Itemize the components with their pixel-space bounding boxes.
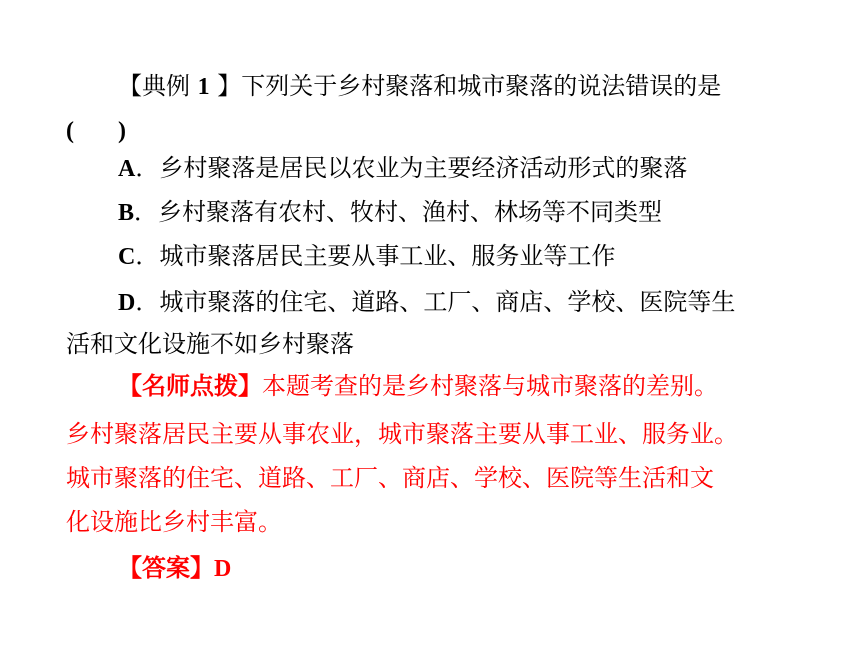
option-separator: ． — [135, 154, 160, 182]
option-separator: ． — [135, 288, 160, 316]
analysis-first-line — [118, 370, 718, 402]
option-letter: B — [118, 200, 135, 226]
paren-open: ( — [66, 118, 74, 144]
stem-prefix: 【典例 — [118, 72, 190, 100]
analysis-text: 化设施比乡村丰富。 — [66, 508, 282, 536]
question-stem — [118, 70, 721, 102]
option-d — [118, 286, 735, 318]
answer-line — [118, 552, 231, 584]
example-number: 1 — [197, 74, 210, 100]
analysis-line — [66, 418, 738, 450]
stem-text: 】下列关于乡村聚落和城市聚落的说法错误的是 — [217, 72, 722, 100]
option-c — [118, 240, 615, 272]
answer-value: D — [214, 556, 232, 582]
option-text: 城市聚落居民主要从事工业、服务业等工作 — [159, 242, 616, 270]
option-b — [118, 196, 662, 228]
analysis-text: 本题考查的是乡村聚落与城市聚落的差别。 — [262, 372, 718, 400]
option-separator: ． — [135, 242, 160, 270]
option-d-continued — [66, 328, 354, 360]
option-text: 乡村聚落是居民以农业为主要经济活动形式的聚落 — [159, 154, 688, 182]
option-letter: A — [118, 156, 136, 182]
option-letter: C — [118, 244, 136, 270]
analysis-line — [66, 462, 714, 494]
analysis-line — [66, 506, 282, 538]
option-text: 乡村聚落有农村、牧村、渔村、林场等不同类型 — [158, 198, 663, 226]
answer-blank — [66, 114, 126, 146]
analysis-text: 乡村聚落居民主要从事农业，城市聚落主要从事工业、服务业。 — [66, 420, 738, 448]
analysis-label: 【名师点拨】 — [118, 372, 262, 400]
paren-close: ) — [118, 118, 126, 144]
analysis-text: 城市聚落的住宅、道路、工厂、商店、学校、医院等生活和文 — [66, 464, 714, 492]
option-text: 城市聚落的住宅、道路、工厂、商店、学校、医院等生 — [159, 288, 736, 316]
answer-label: 【答案】 — [118, 554, 214, 582]
option-a — [118, 152, 687, 184]
option-text-continued: 活和文化设施不如乡村聚落 — [66, 330, 354, 358]
option-separator: ． — [134, 198, 159, 226]
option-letter: D — [118, 290, 136, 316]
